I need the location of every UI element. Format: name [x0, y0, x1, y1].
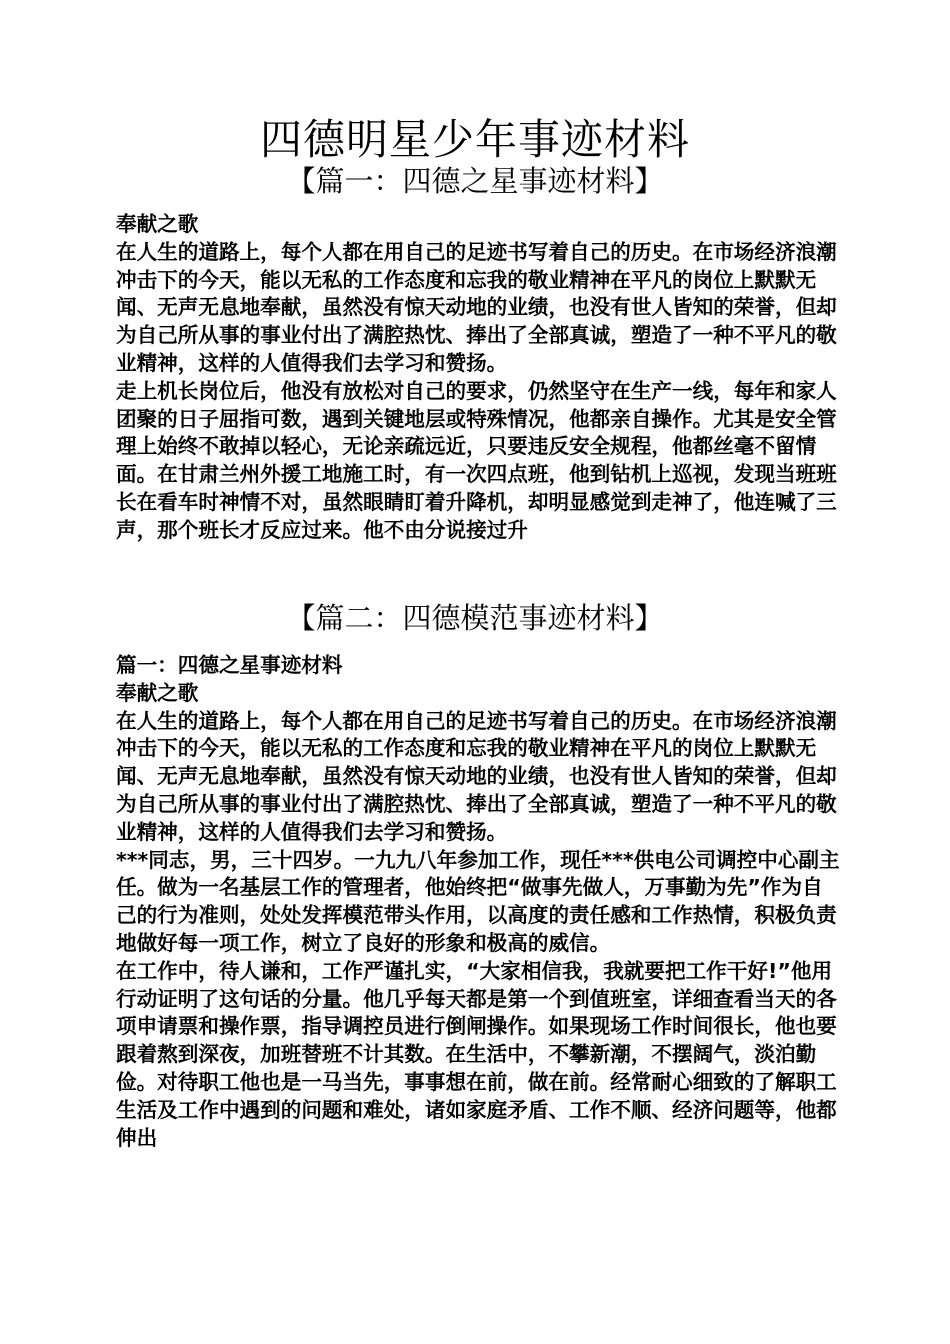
section-2-body [116, 652, 841, 1152]
section-1-body [116, 211, 841, 545]
section-2-heading: 【篇二：四德模范事迹材料】 [286, 601, 664, 635]
section-1-subtitle: 奉献之歌 [116, 212, 199, 236]
section-1-paragraph-2: 走上机长岗位后，他没有放松对自己的要求，仍然坚守在生产一线，每年和家人团聚的日子屈指可数，遇到关键地层或特殊情况，他都亲自操作。尤其是安全管理上始终不敢掉以轻心，无论亲疏远近，只要违反安全规程，他都丝毫不留情面。在甘肃兰州外援工地施工时，有一次四点班，他到钻机上巡视，发现当班班长在看车时神情不对，虽然眼睛盯着升降机，却明显感觉到走神了，他连喊了三声，那个班长才反应过来。他不由分说接过升 [116, 378, 837, 542]
section-1-paragraph-1: 在人生的道路上，每个人都在用自己的足迹书写着自己的历史。在市场经济浪潮冲击下的今天，能以无私的工作态度和忘我的敬业精神在平凡的岗位上默默无闻、无声无息地奉献，虽然没有惊天动地的业绩，也没有世人皆知的荣誉，但却为自己所从事的事业付出了满腔热忱、捧出了全部真诚，塑造了一种不平凡的敬业精神，这样的人值得我们去学习和赞扬。 [116, 239, 837, 375]
section-2-subheading: 篇一：四德之星事迹材料 [116, 653, 343, 677]
section-2-paragraph-3: 在工作中，待人谦和，工作严谨扎实，“大家相信我，我就要把工作干好!”他用行动证明了这句话的分量。他几乎每天都是第一个到值班室，详细查看当天的各项申请票和操作票，指导调控员进行倒闸操作。如果现场工作时间很长，他也要跟着熬到深夜，加班替班不计其数。在生活中，不攀新潮，不摆阔气，淡泊勤俭。对待职工他也是一马当先，事事想在前，做在前。经常耐心细致的了解职工生活及工作中遇到的问题和难处，诸如家庭矛盾、工作不顺、经济问题等，他都伸出 [116, 958, 837, 1150]
section-2-paragraph-2: ***同志，男，三十四岁。一九九八年参加工作，现任***供电公司调控中心副主任。做为一名基层工作的管理者，他始终把“做事先做人，万事勤为先”作为自己的行为准则，处处发挥模范带头作用，以高度的责任感和工作热情，积极负责地做好每一项工作，树立了良好的形象和极高的威信。 [116, 847, 840, 955]
section-1-heading: 【篇一：四德之星事迹材料】 [286, 164, 664, 198]
section-2-paragraph-1: 在人生的道路上，每个人都在用自己的足迹书写着自己的历史。在市场经济浪潮冲击下的今天，能以无私的工作态度和忘我的敬业精神在平凡的岗位上默默无闻、无声无息地奉献，虽然没有惊天动地的业绩，也没有世人皆知的荣誉，但却为自己所从事的事业付出了满腔热忱、捧出了全部真诚，塑造了一种不平凡的敬业精神，这样的人值得我们去学习和赞扬。 [116, 708, 837, 844]
document-title: 四德明星少年事迹材料 [259, 115, 690, 164]
section-2-subtitle: 奉献之歌 [116, 680, 199, 705]
